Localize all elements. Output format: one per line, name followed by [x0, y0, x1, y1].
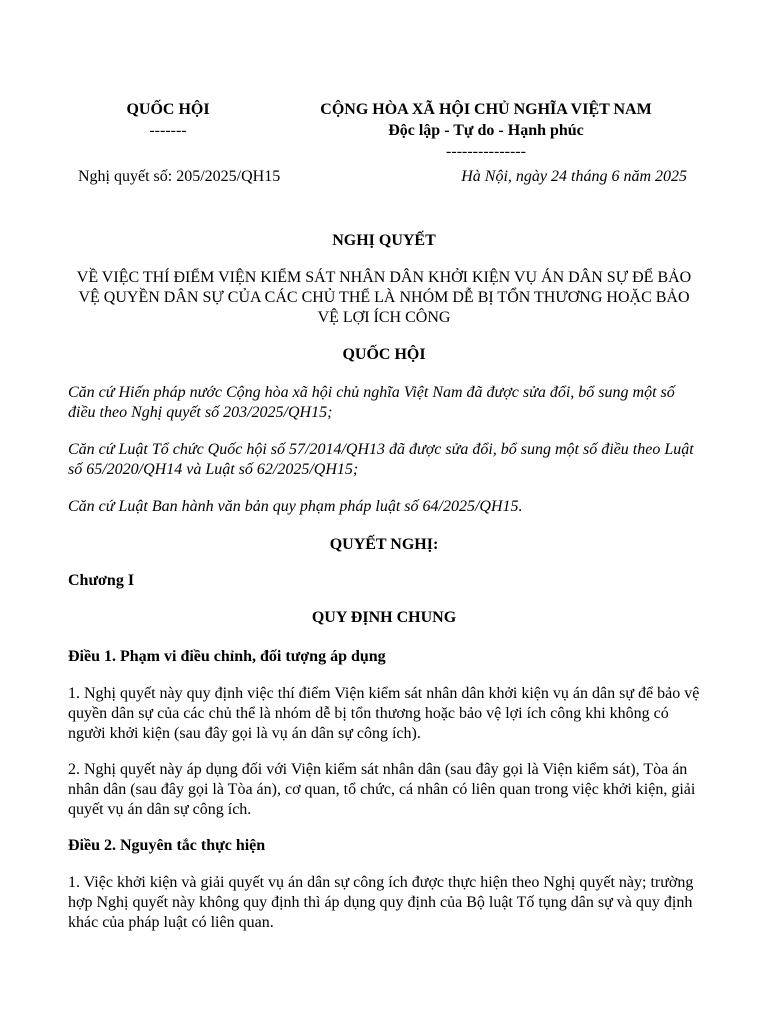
- national-motto: Độc lập - Tự do - Hạnh phúc: [388, 122, 584, 139]
- national-title: CỘNG HÒA XÃ HỘI CHỦ NGHĨA VIỆT NAM: [320, 101, 652, 118]
- article-1-heading: Điều 1. Phạm vi điều chỉnh, đối tượng áp dụng: [68, 648, 386, 665]
- chapter-title: QUY ĐỊNH CHUNG: [311, 609, 457, 626]
- document-page: [68, 0, 700, 1024]
- legal-basis-2: Căn cứ Luật Tổ chức Quốc hội số 57/2014/QH13 đã được sửa đổi, bổ sung một số điều theo Luật số 65/2020/QH14 và Luật số 62/2025/QH15;: [68, 441, 694, 478]
- legal-basis-1: Căn cứ Hiến pháp nước Cộng hòa xã hội chủ nghĩa Việt Nam đã được sửa đổi, bổ sung một số điều theo Nghị quyết số 203/2025/QH15;: [68, 384, 675, 421]
- place-and-date: Hà Nội, ngày 24 tháng 6 năm 2025: [461, 168, 687, 185]
- chapter-label: Chương I: [68, 572, 135, 589]
- issuing-org: QUỐC HỘI: [126, 101, 210, 118]
- motto-separator: ---------------: [446, 143, 526, 160]
- article-1-clause-1: 1. Nghị quyết này quy định việc thí điểm Viện kiểm sát nhân dân khởi kiện vụ án dân sự để bảo vệ quyền dân sự của các chủ thể là nhóm dễ bị tổn thương hoặc bảo vệ lợi ích công khi không có người khởi kiện (sau đây gọi là vụ án dân sự công ích).: [68, 685, 700, 742]
- document-subject: VỀ VIỆC THÍ ĐIỂM VIỆN KIỂM SÁT NHÂN DÂN KHỞI KIỆN VỤ ÁN DÂN SỰ ĐỂ BẢO VỆ QUYỀN DÂN SỰ CỦA CÁC CHỦ THỂ LÀ NHÓM DỄ BỊ TỔN THƯƠNG HOẶC BẢO VỆ LỢI ÍCH CÔNG: [76, 269, 692, 326]
- legal-basis-3: Căn cứ Luật Ban hành văn bản quy phạm pháp luật số 64/2025/QH15.: [68, 498, 523, 515]
- document-number: Nghị quyết số: 205/2025/QH15: [78, 168, 281, 185]
- issuing-org-separator: -------: [149, 122, 187, 139]
- resolves-heading: QUYẾT NGHỊ:: [329, 536, 439, 553]
- article-2-clause-1: 1. Việc khởi kiện và giải quyết vụ án dân sự công ích được thực hiện theo Nghị quyết này; trường hợp Nghị quyết này không quy định thì áp dụng quy định của Bộ luật Tố tụng dân sự và quy định khác của pháp luật có liên quan.: [68, 874, 694, 931]
- document-type: NGHỊ QUYẾT: [332, 232, 436, 249]
- article-2-heading: Điều 2. Nguyên tắc thực hiện: [68, 837, 266, 854]
- issuer-heading: QUỐC HỘI: [342, 346, 426, 363]
- article-1-clause-2: 2. Nghị quyết này áp dụng đối với Viện kiểm sát nhân dân (sau đây gọi là Viện kiểm sát), Tòa án nhân dân (sau đây gọi là Tòa án), cơ quan, tổ chức, cá nhân có liên quan trong việc khởi kiện, giải quyết vụ án dân sự công ích.: [68, 761, 696, 818]
